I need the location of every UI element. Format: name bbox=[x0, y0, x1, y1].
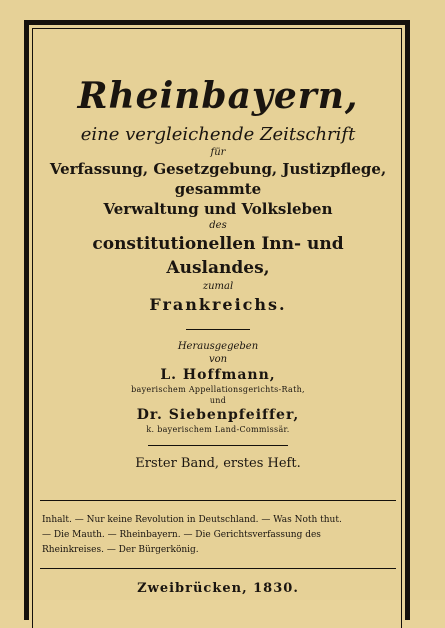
editor-2-title: k. bayerischem Land-Commissär. bbox=[146, 425, 290, 434]
contents-line-1: Inhalt. — Nur keine Revolution in Deutschland. — Was Noth thut. bbox=[42, 515, 342, 525]
connector-des: des bbox=[209, 220, 227, 231]
divider-rule-2 bbox=[148, 445, 288, 446]
title-page-content bbox=[40, 30, 396, 596]
connector-fuer: für bbox=[210, 147, 226, 158]
divider-rule-4 bbox=[40, 568, 396, 569]
topics-line-1: Verfassung, Gesetzgebung, Justizpflege, gesammte bbox=[49, 160, 387, 198]
volume-info: Erster Band, erstes Heft. bbox=[135, 456, 301, 471]
editor-1-name: L. Hoffmann, bbox=[160, 367, 276, 383]
divider-rule-3 bbox=[40, 500, 396, 501]
editor-2-name: Dr. Siebenpfeiffer, bbox=[136, 407, 300, 423]
connector-und: und bbox=[209, 396, 227, 405]
journal-subtitle: eine vergleichende Zeitschrift bbox=[80, 124, 356, 145]
topics-line-3: constitutionellen Inn- und Auslandes, bbox=[92, 234, 344, 278]
edited-by-label: Herausgegeben bbox=[177, 341, 259, 352]
connector-zumal: zumal bbox=[202, 281, 234, 292]
connector-von: von bbox=[208, 354, 228, 365]
editor-1-title: bayerischem Appellationsgerichts-Rath, bbox=[131, 385, 305, 394]
contents-line-3: Rheinkreises. — Der Bürgerkönig. bbox=[42, 545, 199, 555]
divider-rule bbox=[186, 329, 250, 330]
contents-line-2: — Die Mauth. — Rheinbayern. — Die Gerichtsverfassung des bbox=[42, 530, 321, 540]
topics-line-2: Verwaltung und Volksleben bbox=[103, 200, 333, 218]
place-and-year: Zweibrücken, 1830. bbox=[137, 581, 299, 596]
topics-line-4: Frankreichs. bbox=[149, 295, 287, 314]
contents-block bbox=[40, 513, 396, 558]
journal-title: Rheinbayern, bbox=[77, 75, 359, 117]
